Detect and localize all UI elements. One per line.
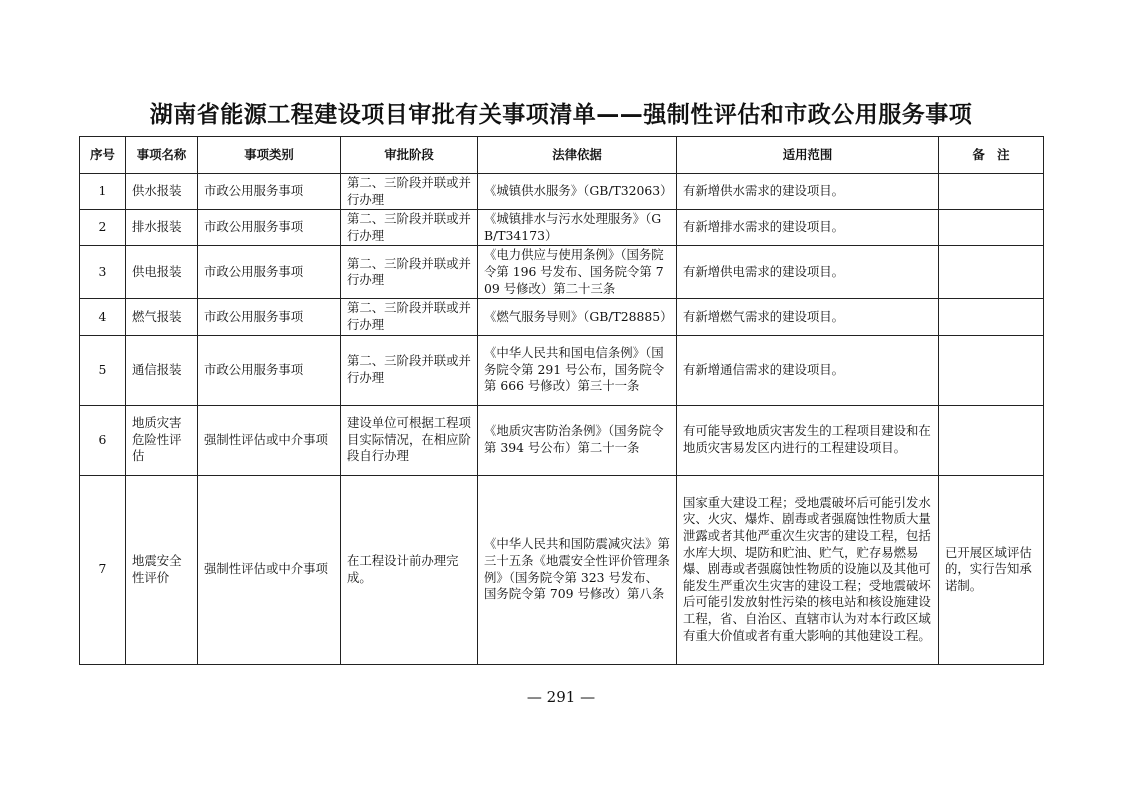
- cell-no: 3: [80, 246, 126, 299]
- page-number: — 291 —: [526, 688, 596, 706]
- cell-stage: 第二、三阶段并联或并行办理: [341, 299, 478, 335]
- cell-scope: 有新增燃气需求的建设项目。: [677, 299, 939, 335]
- cell-name: 地震安全性评价: [126, 475, 198, 664]
- cell-remarks: [939, 299, 1044, 335]
- header-no: 序号: [80, 137, 126, 174]
- cell-no: 5: [80, 335, 126, 405]
- cell-no: 6: [80, 405, 126, 475]
- cell-category: 市政公用服务事项: [198, 335, 341, 405]
- cell-category: 市政公用服务事项: [198, 174, 341, 210]
- table-row: [80, 475, 1044, 664]
- cell-remarks: 已开展区域评估的，实行告知承诺制。: [939, 475, 1044, 664]
- table-row: [80, 210, 1044, 246]
- cell-scope: 有新增排水需求的建设项目。: [677, 210, 939, 246]
- cell-basis: 《城镇排水与污水处理服务》（GB/T34173）: [478, 210, 677, 246]
- cell-name: 供水报装: [126, 174, 198, 210]
- cell-basis: 《电力供应与使用条例》（国务院令第 196 号发布、国务院令第 709 号修改）第二十三条: [478, 246, 677, 299]
- cell-no: 1: [80, 174, 126, 210]
- cell-basis: 《中华人民共和国电信条例》（国务院令第 291 号公布，国务院令第 666 号修改）第三十一条: [478, 335, 677, 405]
- header-scope: 适用范围: [677, 137, 939, 174]
- cell-stage: 在工程设计前办理完成。: [341, 475, 478, 664]
- cell-category: 市政公用服务事项: [198, 246, 341, 299]
- cell-no: 7: [80, 475, 126, 664]
- cell-category: 市政公用服务事项: [198, 299, 341, 335]
- page-title: 湖南省能源工程建设项目审批有关事项清单——强制性评估和市政公用服务事项: [149, 102, 973, 128]
- header-basis: 法律依据: [478, 137, 677, 174]
- cell-scope: 国家重大建设工程；受地震破坏后可能引发水灾、火灾、爆炸、剧毒或者强腐蚀性物质大量泄露或者其他严重次生灾害的建设工程，包括水库大坝、堤防和贮油、贮气，贮存易燃易爆、剧毒或者强腐蚀性物质的设施以及其他可能发生严重次生灾害的建设工程；受地震破坏后可能引发放射性污染的核电站和核设施建设工程，省、自治区、直辖市认为对本行政区域有重大价值或者有重大影响的其他建设工程。: [677, 475, 939, 664]
- cell-remarks: [939, 210, 1044, 246]
- cell-basis: 《燃气服务导则》（GB/T28885）: [478, 299, 677, 335]
- cell-stage: 建设单位可根据工程项目实际情况，在相应阶段自行办理: [341, 405, 478, 475]
- cell-stage: 第二、三阶段并联或并行办理: [341, 174, 478, 210]
- cell-no: 4: [80, 299, 126, 335]
- cell-scope: 有新增供水需求的建设项目。: [677, 174, 939, 210]
- table-row: [80, 405, 1044, 475]
- cell-stage: 第二、三阶段并联或并行办理: [341, 210, 478, 246]
- cell-name: 通信报装: [126, 335, 198, 405]
- table-header-row: [80, 137, 1044, 174]
- cell-name: 排水报装: [126, 210, 198, 246]
- cell-category: 市政公用服务事项: [198, 210, 341, 246]
- cell-category: 强制性评估或中介事项: [198, 405, 341, 475]
- cell-name: 地质灾害危险性评估: [126, 405, 198, 475]
- cell-basis: 《城镇供水服务》（GB/T32063）: [478, 174, 677, 210]
- cell-stage: 第二、三阶段并联或并行办理: [341, 335, 478, 405]
- cell-name: 供电报装: [126, 246, 198, 299]
- header-name: 事项名称: [126, 137, 198, 174]
- approval-items-table: [79, 136, 1044, 665]
- header-category: 事项类别: [198, 137, 341, 174]
- cell-remarks: [939, 246, 1044, 299]
- cell-remarks: [939, 174, 1044, 210]
- cell-stage: 第二、三阶段并联或并行办理: [341, 246, 478, 299]
- cell-scope: 有新增供电需求的建设项目。: [677, 246, 939, 299]
- cell-no: 2: [80, 210, 126, 246]
- cell-scope: 有新增通信需求的建设项目。: [677, 335, 939, 405]
- table-row: [80, 246, 1044, 299]
- table-row: [80, 299, 1044, 335]
- table-row: [80, 174, 1044, 210]
- cell-name: 燃气报装: [126, 299, 198, 335]
- header-remarks: 备 注: [939, 137, 1044, 174]
- cell-scope: 有可能导致地质灾害发生的工程项目建设和在地质灾害易发区内进行的工程建设项目。: [677, 405, 939, 475]
- header-stage: 审批阶段: [341, 137, 478, 174]
- cell-remarks: [939, 335, 1044, 405]
- cell-category: 强制性评估或中介事项: [198, 475, 341, 664]
- cell-basis: 《中华人民共和国防震减灾法》第三十五条《地震安全性评价管理条例》（国务院令第 323 号发布、国务院令第 709 号修改）第八条: [478, 475, 677, 664]
- cell-remarks: [939, 405, 1044, 475]
- cell-basis: 《地质灾害防治条例》（国务院令第 394 号公布）第二十一条: [478, 405, 677, 475]
- table-row: [80, 335, 1044, 405]
